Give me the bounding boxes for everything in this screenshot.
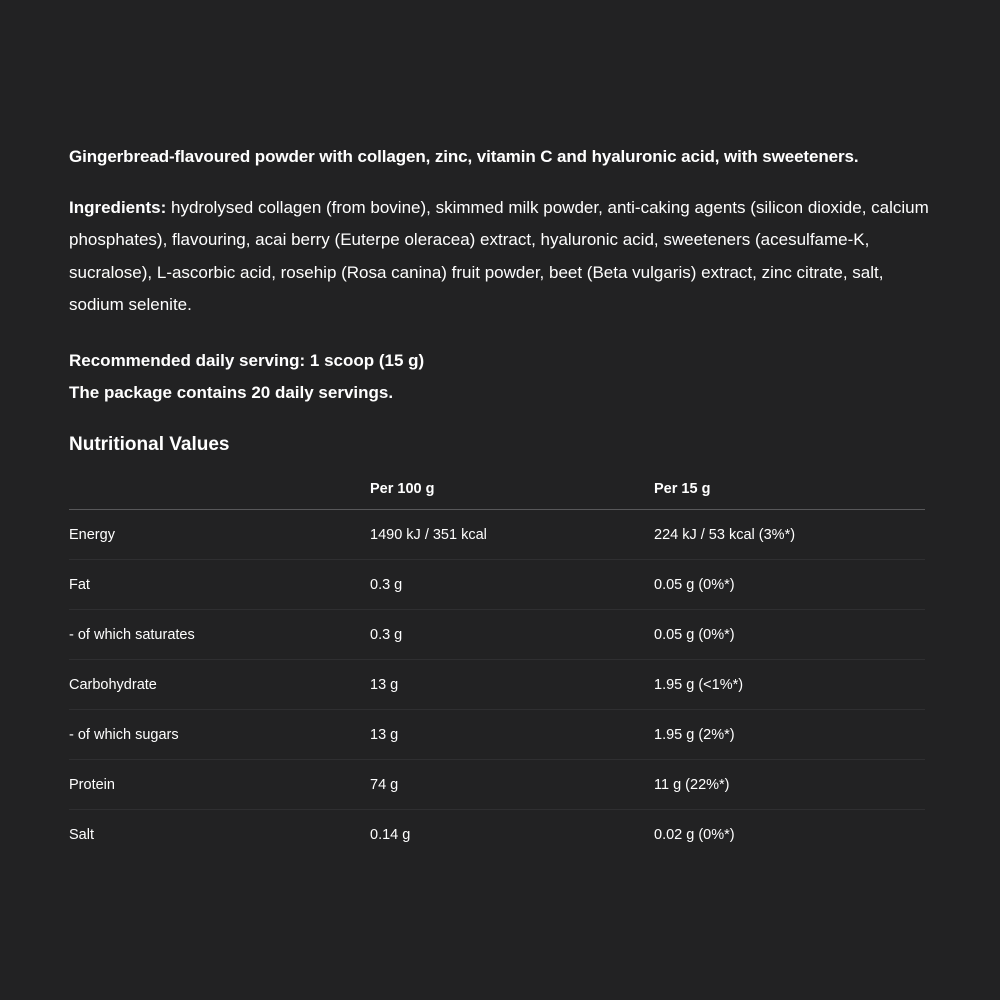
value-per-15g: 224 kJ / 53 kcal (3%*): [654, 510, 925, 560]
value-per-15g: 1.95 g (<1%*): [654, 660, 925, 710]
table-row: [69, 810, 925, 860]
value-per-15g: 0.05 g (0%*): [654, 610, 925, 660]
table-row: [69, 610, 925, 660]
table-row: [69, 660, 925, 710]
nutrient-name: Salt: [69, 826, 94, 843]
value-per-100g: 0.3 g: [370, 560, 654, 610]
nutrient-name: - of which sugars: [69, 710, 370, 760]
product-title: Gingerbread-flavoured powder with collagen, zinc, vitamin C and hyaluronic acid, with sweeteners.: [69, 147, 859, 166]
table-row: [69, 560, 925, 610]
product-info: [69, 142, 929, 859]
value-per-15g: 0.05 g (0%*): [654, 560, 925, 610]
ingredients-label: Ingredients:: [69, 198, 167, 217]
value-per-100g: 0.3 g: [370, 610, 654, 660]
table-row: [69, 710, 925, 760]
nutrient-name: Carbohydrate: [69, 660, 370, 710]
ingredients-text: hydrolysed collagen (from bovine), skimmed milk powder, anti-caking agents (silicon dioxide, calcium phosphates), flavouring, acai berry (Euterpe oleracea) extract, hyaluronic acid, sweeteners (acesulfame-K, sucralose), L-ascorbic acid, rosehip (Rosa canina) fruit powder, beet (Beta vulgaris) extract, zinc citrate, salt, sodium selenite.: [69, 198, 929, 314]
value-per-100g: 13 g: [370, 710, 654, 760]
nutrient-name: Protein: [69, 760, 370, 810]
value-per-15g: 0.02 g (0%*): [654, 826, 735, 843]
value-per-100g: 13 g: [370, 660, 654, 710]
nutrient-name: Energy: [69, 510, 370, 560]
value-per-15g: 11 g (22%*): [654, 760, 925, 810]
table-header-row: [69, 469, 925, 510]
header-nutrient: [69, 469, 370, 510]
value-per-15g: 1.95 g (2%*): [654, 710, 925, 760]
nutrient-name: Fat: [69, 560, 370, 610]
table-row: [69, 510, 925, 560]
nutrition-table: [69, 469, 925, 859]
ingredients-paragraph: [69, 192, 929, 321]
nutrition-title: Nutritional Values: [69, 434, 230, 456]
recommended-serving: Recommended daily serving: 1 scoop (15 g): [69, 351, 425, 371]
nutrient-name: - of which saturates: [69, 610, 370, 660]
serving-info: [69, 345, 929, 408]
table-row: [69, 760, 925, 810]
value-per-100g: 1490 kJ / 351 kcal: [370, 510, 654, 560]
value-per-100g: 0.14 g: [370, 826, 411, 843]
header-per-15g: Per 15 g: [654, 469, 925, 510]
header-per-100g: Per 100 g: [370, 469, 654, 510]
value-per-100g: 74 g: [370, 760, 654, 810]
package-servings: The package contains 20 daily servings.: [69, 382, 394, 402]
